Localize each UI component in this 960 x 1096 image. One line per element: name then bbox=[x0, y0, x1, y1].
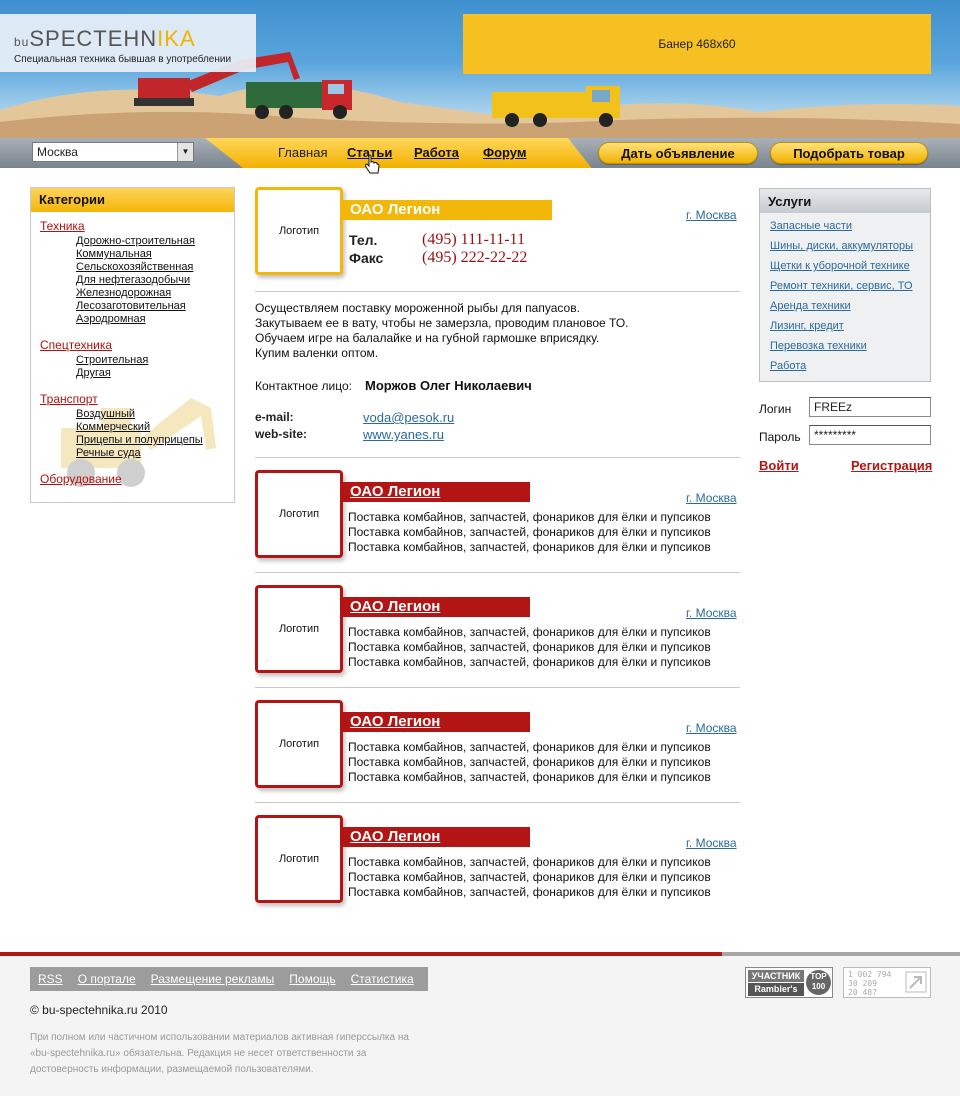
divider bbox=[255, 687, 740, 688]
arrow-icon bbox=[905, 971, 927, 993]
nav-link-home[interactable]: Главная bbox=[278, 145, 328, 160]
listing-description bbox=[348, 625, 711, 670]
listing-line: Поставка комбайнов, запчастей, фонариков для ёлки и пупсиков bbox=[348, 855, 711, 869]
service-item[interactable]: Ремонт техники, сервис, ТО bbox=[770, 280, 913, 292]
categories-title: Категории bbox=[31, 188, 234, 212]
description-line: Закутываем ее в вату, чтобы не замерзла, проводим плановое ТО. bbox=[255, 316, 629, 330]
footer-link-rss[interactable]: RSS bbox=[38, 972, 63, 986]
listing-description bbox=[348, 510, 711, 555]
listing-city-link[interactable]: г. Москва bbox=[686, 491, 737, 505]
service-item[interactable]: Перевозка техники bbox=[770, 340, 867, 352]
categories-list bbox=[31, 212, 234, 486]
description-line: Осуществляем поставку мороженной рыбы для папуасов. bbox=[255, 301, 580, 315]
chevron-down-icon[interactable]: ▼ bbox=[177, 143, 193, 161]
category-item[interactable]: Лесозаготовительная bbox=[76, 300, 186, 312]
password-label: Пароль bbox=[759, 430, 801, 444]
listing-logo[interactable]: Логотип bbox=[255, 470, 343, 558]
listing-line: Поставка комбайнов, запчастей, фонариков для ёлки и пупсиков bbox=[348, 540, 711, 554]
nav-link-jobs[interactable]: Работа bbox=[414, 145, 459, 160]
nav-link-forum[interactable]: Форум bbox=[483, 145, 527, 160]
counter-line: 30 209 bbox=[848, 979, 877, 988]
category-item[interactable]: Дорожно-строительная bbox=[76, 235, 195, 247]
phone-number: (495) 111-11-11 bbox=[422, 231, 525, 248]
register-link[interactable]: Регистрация bbox=[851, 458, 933, 473]
website-label: web-site: bbox=[255, 427, 308, 441]
listing-line: Поставка комбайнов, запчастей, фонариков для ёлки и пупсиков bbox=[348, 885, 711, 899]
featured-city-link[interactable]: г. Москва bbox=[686, 208, 737, 222]
listing-company-name[interactable]: ОАО Легион bbox=[342, 482, 530, 502]
categories-panel bbox=[30, 187, 235, 503]
listing-city-link[interactable]: г. Москва bbox=[686, 606, 737, 620]
category-item[interactable]: Аэродромная bbox=[76, 313, 146, 325]
footer-link-advertising[interactable]: Размещение рекламы bbox=[150, 972, 275, 986]
listing-line: Поставка комбайнов, запчастей, фонариков для ёлки и пупсиков bbox=[348, 510, 711, 524]
footer-link-help[interactable]: Помощь bbox=[289, 972, 336, 986]
rambler-top100-badge[interactable] bbox=[745, 967, 833, 998]
copyright: © bu-spectehnika.ru 2010 bbox=[30, 1003, 168, 1017]
contact-name: Моржов Олег Николаевич bbox=[365, 378, 532, 393]
service-item[interactable]: Шины, диски, аккумуляторы bbox=[770, 240, 914, 252]
services-panel bbox=[759, 188, 931, 382]
listing-city-link[interactable]: г. Москва bbox=[686, 721, 737, 735]
listing-logo[interactable]: Логотип bbox=[255, 585, 343, 673]
listing-line: Поставка комбайнов, запчастей, фонариков для ёлки и пупсиков bbox=[348, 655, 711, 669]
rambler-badge-circle: TOP 100 bbox=[806, 970, 831, 995]
category-item[interactable]: Речные суда bbox=[76, 447, 141, 459]
category-item[interactable]: Строительная bbox=[76, 354, 149, 366]
services-title: Услуги bbox=[760, 189, 930, 213]
listing-description bbox=[348, 740, 711, 785]
password-input[interactable]: ********* bbox=[809, 425, 931, 445]
listing-line: Поставка комбайнов, запчастей, фонариков для ёлки и пупсиков bbox=[348, 740, 711, 754]
listing-city-link[interactable]: г. Москва bbox=[686, 836, 737, 850]
category-item[interactable]: Для нефтегазодобычи bbox=[76, 274, 191, 286]
listing-line: Поставка комбайнов, запчастей, фонариков для ёлки и пупсиков bbox=[348, 755, 711, 769]
fax-number: (495) 222-22-22 bbox=[422, 249, 528, 266]
email-label: e-mail: bbox=[255, 410, 294, 424]
city-select[interactable] bbox=[32, 142, 194, 162]
email-link[interactable]: voda@pesok.ru bbox=[363, 410, 455, 425]
service-item[interactable]: Запасные части bbox=[770, 220, 853, 232]
listing-line: Поставка комбайнов, запчастей, фонариков для ёлки и пупсиков bbox=[348, 640, 711, 654]
description-line: Купим валенки оптом. bbox=[255, 346, 379, 360]
service-item[interactable]: Работа bbox=[770, 360, 807, 372]
listing-line: Поставка комбайнов, запчастей, фонариков для ёлки и пупсиков bbox=[348, 625, 711, 639]
listing-line: Поставка комбайнов, запчастей, фонариков для ёлки и пупсиков bbox=[348, 770, 711, 784]
counter-line: 20 487 bbox=[848, 988, 877, 997]
category-item[interactable]: Коммунальная bbox=[76, 248, 152, 260]
category-item[interactable]: Воздушный bbox=[76, 408, 136, 420]
divider bbox=[255, 572, 740, 573]
login-label: Логин bbox=[759, 402, 792, 416]
logo-tagline: Специальная техника бывшая в употреблении bbox=[14, 54, 232, 65]
disclaimer: При полном или частичном использовании материалов активная гиперссылка на «bu-spectehnika.ru» обязательна. Редакция не несет ответственности за достоверность информации, размещаемой пользователями. bbox=[30, 1032, 409, 1075]
site-header bbox=[0, 0, 960, 138]
category-group-special[interactable]: Спецтехника bbox=[40, 338, 112, 352]
footer-link-stats[interactable]: Статистика bbox=[350, 972, 414, 986]
ad-banner[interactable]: Банер 468х60 bbox=[463, 14, 931, 74]
service-item[interactable]: Аренда техники bbox=[770, 300, 851, 312]
nav-link-articles[interactable]: Статьи bbox=[347, 145, 393, 160]
category-item[interactable]: Сельскохозяйственная bbox=[76, 261, 194, 273]
footer-link-about[interactable]: О портале bbox=[77, 972, 136, 986]
counter-line: 1 002 794 bbox=[848, 970, 892, 979]
post-ad-button[interactable]: Дать объявление bbox=[598, 142, 758, 164]
featured-company-logo[interactable]: Логотип bbox=[255, 187, 343, 275]
service-item[interactable]: Щетки к уборочной технике bbox=[770, 260, 910, 272]
login-input[interactable]: FREEz bbox=[809, 397, 931, 417]
services-list bbox=[760, 213, 930, 376]
site-logo[interactable] bbox=[0, 14, 256, 72]
logo-wordmark: buSPECTEHNIKA bbox=[14, 26, 196, 51]
visit-counter[interactable] bbox=[843, 967, 931, 998]
listing-company-name[interactable]: ОАО Легион bbox=[342, 597, 530, 617]
rambler-badge-top-text: УЧАСТНИК bbox=[748, 970, 804, 982]
category-group-transport[interactable]: Транспорт bbox=[40, 392, 98, 406]
category-item[interactable]: Другая bbox=[76, 367, 111, 379]
category-item[interactable]: Железнодорожная bbox=[76, 287, 172, 299]
website-link[interactable]: www.yanes.ru bbox=[363, 427, 444, 442]
listing-line: Поставка комбайнов, запчастей, фонариков для ёлки и пупсиков bbox=[348, 525, 711, 539]
fax-label: Факс bbox=[349, 250, 384, 266]
category-item[interactable]: Прицепы и полуприцепы bbox=[76, 434, 203, 446]
featured-description bbox=[255, 301, 628, 361]
divider bbox=[255, 802, 740, 803]
contact-label: Контактное лицо: bbox=[255, 379, 352, 393]
service-item[interactable]: Лизинг, кредит bbox=[770, 320, 844, 332]
listing-logo[interactable]: Логотип bbox=[255, 700, 343, 788]
phone-label: Тел. bbox=[349, 232, 378, 248]
login-button[interactable]: Войти bbox=[759, 458, 799, 473]
rambler-badge-bottom-text: Rambler's bbox=[748, 983, 804, 996]
category-group-equipment[interactable]: Оборудование bbox=[40, 472, 122, 486]
divider bbox=[255, 457, 740, 458]
category-item[interactable]: Коммерческий bbox=[76, 421, 151, 433]
featured-company-name: ОАО Легион bbox=[342, 200, 552, 220]
hand-cursor-icon bbox=[364, 154, 382, 176]
listing-company-name[interactable]: ОАО Легион bbox=[342, 712, 530, 732]
description-line: Обучаем игре на балалайке и на губной гармошке вприсядку. bbox=[255, 331, 600, 345]
listing-description bbox=[348, 855, 711, 900]
category-group-tech[interactable]: Техника bbox=[40, 219, 85, 233]
city-select-value: Москва bbox=[37, 145, 78, 159]
listing-logo[interactable]: Логотип bbox=[255, 815, 343, 903]
footer-nav bbox=[30, 967, 428, 991]
listing-line: Поставка комбайнов, запчастей, фонариков для ёлки и пупсиков bbox=[348, 870, 711, 884]
divider bbox=[255, 291, 740, 292]
find-product-button[interactable]: Подобрать товар bbox=[770, 142, 928, 164]
listing-company-name[interactable]: ОАО Легион bbox=[342, 827, 530, 847]
